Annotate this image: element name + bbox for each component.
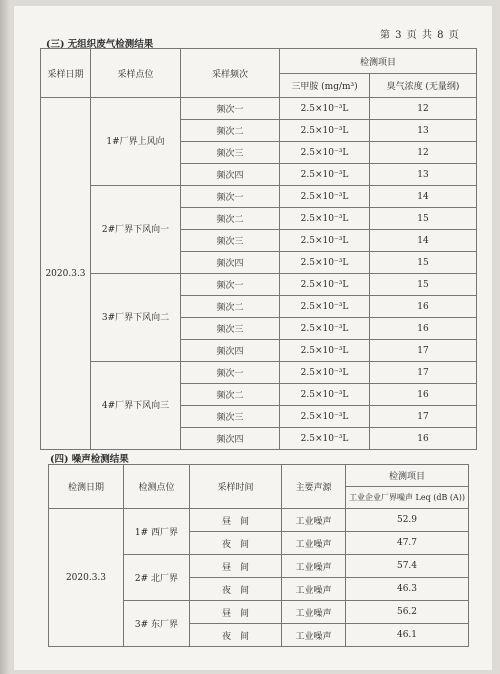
sampling-point-cell: 3#厂界下风向二 (91, 274, 181, 362)
odor-value: 16 (370, 384, 477, 406)
trimethylamine-value: 2.5×10⁻³L (280, 296, 370, 318)
trimethylamine-value: 2.5×10⁻³L (280, 406, 370, 428)
trimethylamine-value: 2.5×10⁻³L (280, 340, 370, 362)
odor-value: 12 (370, 142, 477, 164)
main-source-cell: 工业噪声 (282, 509, 346, 532)
header-odor-concentration: 臭气浓度 (无量纲) (370, 74, 477, 98)
sampling-time-cell: 昼 间 (190, 601, 282, 624)
main-source-cell: 工业噪声 (282, 532, 346, 555)
trimethylamine-value: 2.5×10⁻³L (280, 318, 370, 340)
odor-value: 13 (370, 164, 477, 186)
trimethylamine-value: 2.5×10⁻³L (280, 384, 370, 406)
odor-value: 15 (370, 208, 477, 230)
header-sampling-point: 采样点位 (91, 49, 181, 98)
frequency-cell: 频次二 (181, 208, 280, 230)
header-noise-leq: 工业企业厂界噪声 Leq (dB (A)) (346, 487, 469, 509)
frequency-cell: 频次二 (181, 384, 280, 406)
noise-value: 56.2 (346, 601, 469, 624)
odor-value: 12 (370, 98, 477, 120)
frequency-cell: 频次三 (181, 142, 280, 164)
table-row (41, 98, 477, 120)
trimethylamine-value: 2.5×10⁻³L (280, 164, 370, 186)
noise-value: 47.7 (346, 532, 469, 555)
odor-value: 15 (370, 274, 477, 296)
test-point-cell: 2# 北厂界 (124, 555, 190, 601)
page-number: 第 3 页 共 8 页 (380, 30, 460, 41)
odor-value: 14 (370, 230, 477, 252)
noise-value: 52.9 (346, 509, 469, 532)
test-date-cell: 2020.3.3 (49, 509, 124, 647)
frequency-cell: 频次三 (181, 230, 280, 252)
odor-value: 17 (370, 340, 477, 362)
header-sampling-time: 采样时间 (190, 465, 282, 509)
sampling-time-cell: 昼 间 (190, 555, 282, 578)
header-test-date: 检测日期 (49, 465, 124, 509)
odor-value: 16 (370, 296, 477, 318)
sampling-time-cell: 昼 间 (190, 509, 282, 532)
sampling-time-cell: 夜 间 (190, 578, 282, 601)
odor-value: 16 (370, 318, 477, 340)
table-row (49, 509, 469, 532)
main-source-cell: 工业噪声 (282, 555, 346, 578)
frequency-cell: 频次一 (181, 186, 280, 208)
header-sampling-frequency: 采样频次 (181, 49, 280, 98)
table-row (41, 274, 477, 296)
sampling-point-cell: 1#厂界上风向 (91, 98, 181, 186)
sampling-point-cell: 2#厂界下风向一 (91, 186, 181, 274)
frequency-cell: 频次三 (181, 318, 280, 340)
sampling-time-cell: 夜 间 (190, 624, 282, 647)
frequency-cell: 频次四 (181, 428, 280, 450)
odor-value: 14 (370, 186, 477, 208)
sampling-date-cell: 2020.3.3 (41, 98, 91, 450)
page-shadow (0, 0, 10, 674)
trimethylamine-value: 2.5×10⁻³L (280, 208, 370, 230)
odor-results-table (40, 48, 477, 450)
header-main-source: 主要声源 (282, 465, 346, 509)
test-point-cell: 3# 东厂界 (124, 601, 190, 647)
frequency-cell: 频次四 (181, 164, 280, 186)
frequency-cell: 频次二 (181, 120, 280, 142)
test-point-cell: 1# 西厂界 (124, 509, 190, 555)
header-test-items: 检测项目 (280, 49, 477, 74)
frequency-cell: 频次二 (181, 296, 280, 318)
section3-title: (三) 无组织废气检测结果 (46, 39, 154, 50)
trimethylamine-value: 2.5×10⁻³L (280, 230, 370, 252)
table-row (41, 186, 477, 208)
table-row (41, 362, 477, 384)
sampling-time-cell: 夜 间 (190, 532, 282, 555)
odor-value: 15 (370, 252, 477, 274)
frequency-cell: 频次一 (181, 362, 280, 384)
header-trimethylamine: 三甲胺 (mg/m³) (280, 74, 370, 98)
noise-results-table (48, 464, 469, 647)
section4-title: (四) 噪声检测结果 (50, 454, 129, 465)
frequency-cell: 频次三 (181, 406, 280, 428)
trimethylamine-value: 2.5×10⁻³L (280, 362, 370, 384)
odor-value: 17 (370, 406, 477, 428)
sampling-point-cell: 4#厂界下风向三 (91, 362, 181, 450)
main-source-cell: 工业噪声 (282, 624, 346, 647)
odor-value: 13 (370, 120, 477, 142)
trimethylamine-value: 2.5×10⁻³L (280, 120, 370, 142)
noise-value: 46.1 (346, 624, 469, 647)
header-sampling-date: 采样日期 (41, 49, 91, 98)
trimethylamine-value: 2.5×10⁻³L (280, 428, 370, 450)
odor-value: 17 (370, 362, 477, 384)
frequency-cell: 频次一 (181, 98, 280, 120)
noise-value: 46.3 (346, 578, 469, 601)
trimethylamine-value: 2.5×10⁻³L (280, 274, 370, 296)
main-source-cell: 工业噪声 (282, 601, 346, 624)
header-noise-items: 检测项目 (346, 465, 469, 487)
odor-value: 16 (370, 428, 477, 450)
frequency-cell: 频次四 (181, 252, 280, 274)
main-source-cell: 工业噪声 (282, 578, 346, 601)
noise-value: 57.4 (346, 555, 469, 578)
trimethylamine-value: 2.5×10⁻³L (280, 98, 370, 120)
trimethylamine-value: 2.5×10⁻³L (280, 186, 370, 208)
frequency-cell: 频次四 (181, 340, 280, 362)
frequency-cell: 频次一 (181, 274, 280, 296)
trimethylamine-value: 2.5×10⁻³L (280, 252, 370, 274)
trimethylamine-value: 2.5×10⁻³L (280, 142, 370, 164)
header-test-point: 检测点位 (124, 465, 190, 509)
